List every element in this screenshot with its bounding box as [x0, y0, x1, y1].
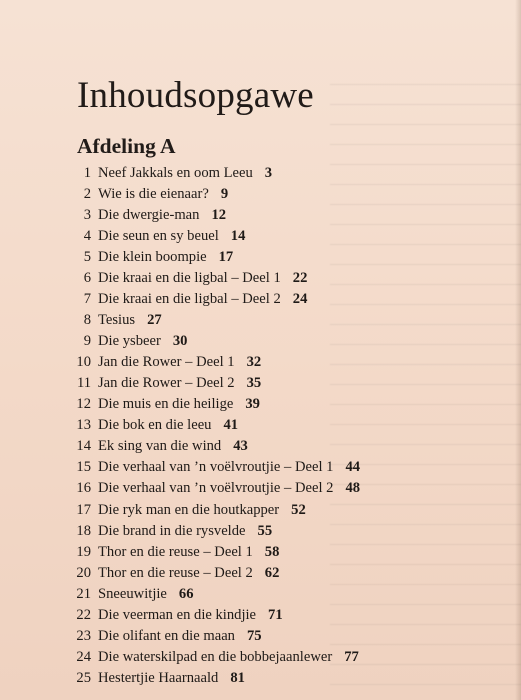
toc-entry	[62, 184, 360, 205]
entry-number: 9	[83, 333, 91, 350]
entry-page-number: 14	[230, 228, 246, 245]
entry-number: 3	[83, 207, 91, 224]
entry-title: Die bok en die leeu	[98, 417, 212, 434]
entry-number: 22	[76, 606, 91, 623]
entry-title: Die seun en sy beuel	[98, 228, 219, 245]
entry-number: 18	[76, 522, 91, 539]
toc-entry	[62, 310, 360, 331]
toc-entry	[62, 373, 360, 394]
entry-page-number: 44	[345, 459, 361, 476]
entry-number: 16	[76, 480, 91, 497]
page-title: Inhoudsopgawe	[77, 75, 314, 116]
entry-number: 13	[76, 417, 91, 434]
entry-page-number: 81	[230, 669, 245, 686]
entry-title: Die klein boompie	[98, 249, 207, 266]
section-heading: Afdeling A	[77, 134, 176, 158]
entry-number: 21	[76, 585, 91, 602]
entry-title: Die olifant en die maan	[98, 627, 235, 644]
entry-number: 24	[76, 648, 91, 665]
entry-title: Die veerman en die kindjie	[98, 606, 257, 623]
entry-number: 5	[83, 249, 91, 266]
entry-page-number: 17	[218, 249, 234, 266]
entry-page-number: 75	[246, 627, 262, 644]
entry-page-number: 48	[345, 480, 361, 497]
entry-page-number: 22	[292, 270, 308, 287]
toc-entry	[62, 626, 360, 647]
entry-number: 1	[83, 165, 91, 181]
toc-entry	[62, 500, 360, 521]
entry-page-number: 9	[220, 186, 229, 203]
entry-number: 17	[76, 501, 91, 518]
entry-title: Sneeuwitjie	[98, 585, 167, 602]
toc-entry	[62, 394, 360, 415]
toc-entry	[62, 436, 360, 457]
page-edge-shadow	[515, 0, 521, 700]
entry-page-number: 66	[178, 585, 194, 602]
entry-number: 20	[76, 564, 91, 581]
entry-title: Hestertjie Haarnaald	[98, 669, 219, 686]
entry-title: Die verhaal van ’n voëlvroutjie – Deel 1	[98, 459, 334, 476]
table-of-contents	[62, 163, 360, 689]
entry-page-number: 12	[211, 207, 227, 224]
entry-page-number: 27	[147, 312, 162, 329]
entry-number: 2	[83, 186, 91, 203]
entry-title: Die verhaal van ’n voëlvroutjie – Deel 2	[98, 480, 334, 497]
entry-page-number: 41	[223, 417, 239, 434]
toc-entry	[62, 521, 360, 542]
toc-entry	[62, 226, 360, 247]
entry-number: 25	[76, 669, 91, 686]
entry-title: Wie is die eienaar?	[98, 186, 209, 203]
toc-entry	[62, 268, 360, 289]
entry-title: Jan die Rower – Deel 1	[98, 354, 235, 371]
entry-page-number: 30	[172, 333, 188, 350]
entry-page-number: 35	[246, 375, 262, 392]
toc-entry	[62, 478, 360, 499]
entry-number: 4	[83, 228, 91, 245]
entry-number: 14	[76, 438, 91, 455]
entry-page-number: 3	[264, 165, 273, 181]
entry-number: 7	[83, 291, 91, 308]
entry-title: Neef Jakkals en oom Leeu	[98, 165, 253, 181]
entry-number: 12	[76, 396, 91, 413]
entry-page-number: 24	[292, 291, 308, 308]
entry-title: Die kraai en die ligbal – Deel 2	[98, 291, 281, 308]
entry-title: Tesius	[98, 312, 136, 329]
toc-entry	[62, 289, 360, 310]
entry-title: Ek sing van die wind	[98, 438, 222, 455]
toc-entry	[62, 563, 360, 584]
entry-page-number: 71	[268, 606, 283, 623]
entry-title: Thor en die reuse – Deel 1	[98, 543, 253, 560]
toc-entry	[62, 584, 360, 605]
toc-entry	[62, 668, 360, 689]
entry-title: Die brand in die rysvelde	[98, 522, 246, 539]
entry-title: Thor en die reuse – Deel 2	[98, 564, 253, 581]
entry-page-number: 39	[245, 396, 260, 413]
entry-page-number: 58	[264, 543, 280, 560]
entry-number: 6	[83, 270, 91, 287]
toc-entry	[62, 331, 360, 352]
toc-entry	[62, 205, 360, 226]
entry-page-number: 55	[257, 522, 273, 539]
entry-number: 8	[83, 312, 91, 329]
entry-page-number: 43	[233, 438, 248, 455]
toc-entry	[62, 542, 360, 563]
entry-page-number: 77	[344, 648, 359, 665]
entry-title: Die waterskilpad en die bobbejaanlewer	[98, 648, 333, 665]
entry-page-number: 52	[291, 501, 306, 518]
entry-number: 19	[76, 543, 91, 560]
entry-title: Die ryk man en die houtkapper	[98, 501, 280, 518]
toc-entry	[62, 247, 360, 268]
entry-title: Die ysbeer	[98, 333, 161, 350]
entry-number: 11	[76, 375, 91, 392]
toc-entry	[62, 415, 360, 436]
entry-title: Jan die Rower – Deel 2	[98, 375, 235, 392]
toc-entry	[62, 605, 360, 626]
toc-entry	[62, 352, 360, 373]
toc-entry	[62, 647, 360, 668]
entry-number: 10	[76, 354, 91, 371]
entry-title: Die dwergie-man	[98, 207, 200, 224]
entry-title: Die kraai en die ligbal – Deel 1	[98, 270, 281, 287]
entry-page-number: 32	[246, 354, 262, 371]
entry-page-number: 62	[264, 564, 280, 581]
entry-number: 15	[76, 459, 91, 476]
toc-entry	[62, 457, 360, 478]
entry-number: 23	[76, 627, 91, 644]
toc-entry	[62, 163, 360, 184]
entry-title: Die muis en die heilige	[98, 396, 234, 413]
